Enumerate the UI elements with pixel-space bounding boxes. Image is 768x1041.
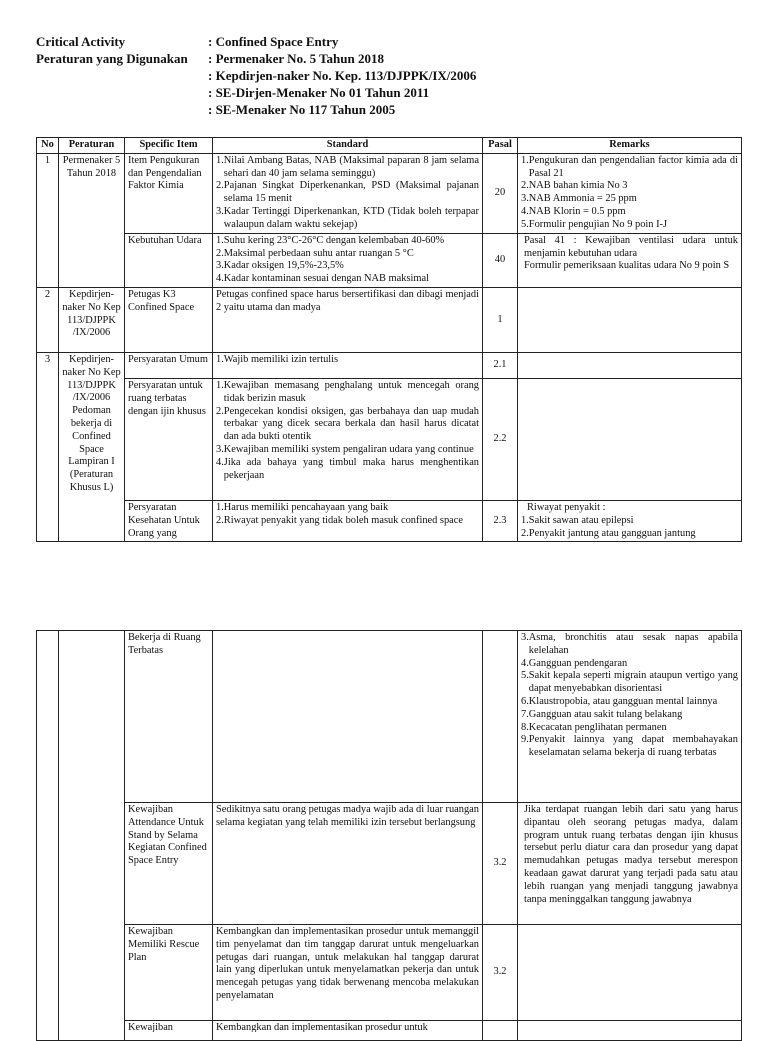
list-item: 2. Pengecekan kondisi oksigen, gas berbahaya dan uap mudah terbakar yang dicek secara berkala dan hasil harus dicatat dan ada bukti otentik — [216, 405, 479, 443]
document-header — [36, 33, 476, 118]
list-item: 1. Suhu kering 23°C-26°C dengan kelembaban 40-60% — [216, 234, 445, 246]
list-item: 1. Pengukuran dan pengendalian factor kimia ada di Pasal 21 — [521, 154, 738, 179]
list-item: 1. Harus memiliki pencahayaan yang baik — [216, 501, 389, 513]
list-item: 1. Sakit sawan atau epilepsi — [521, 514, 634, 526]
regulation-cell: Kepdirjen-naker No Kep 113/DJPPK /IX/2006 — [59, 287, 125, 352]
pasal-cell: 3.2 — [483, 803, 518, 925]
header-value: : SE-Menaker No 117 Tahun 2005 — [208, 102, 396, 117]
list-item: 3. Asma, bronchitis atau sesak napas apabila kelelahan — [521, 632, 738, 656]
column-header-standard: Standard — [213, 138, 483, 154]
list-item: 3. Kewajiban memiliki system pengaliran udara yang continue — [216, 443, 474, 455]
regulation-cell: Kepdirjen-naker No Kep 113/DJPPK /IX/2006 Pedoman bekerja di Confined Space Lampiran I (Peraturan Khusus L) — [59, 352, 125, 541]
column-header-specific-item: Specific Item — [125, 138, 213, 154]
column-header-remarks: Remarks — [518, 138, 742, 154]
pasal-cell — [483, 631, 518, 803]
standard-cell — [213, 631, 483, 803]
remarks-cell — [518, 233, 742, 287]
row-number: 2 — [37, 287, 59, 352]
row-number — [37, 631, 59, 1041]
table-row — [37, 803, 742, 925]
row-number: 1 — [37, 153, 59, 287]
list-item: 4. Jika ada bahaya yang timbul maka harus menghentikan pekerjaan — [216, 456, 479, 481]
list-item: 4. Gangguan pendengaran — [521, 657, 628, 669]
list-item: 3. Kadar oksigen 19,5%-23,5% — [216, 260, 344, 272]
pasal-cell: 2.1 — [483, 352, 518, 378]
table-row — [37, 352, 742, 378]
remark-text: Formulir pemeriksaan kualitas udara No 9 poin S — [524, 260, 730, 272]
standard-cell: Kembangkan dan implementasikan prosedur untuk memanggil tim penyelamat dan tim tanggap darurat untuk mengeluarkan petugas dari ruangan, untuk melakukan hal tanggap darurat lain yang diperlukan untuk menyelamatkan pekerja dan untuk mencegah petugas yang tidak berwenang mencoba melakukan penyelamatan — [213, 925, 483, 1021]
list-item: 2. NAB bahan kimia No 3 — [521, 180, 628, 192]
list-item: 6. Klaustropobia, atau gangguan mental lainnya — [521, 695, 718, 707]
specific-item-cell: Kewajiban Memiliki Rescue Plan — [125, 925, 213, 1021]
table-row — [37, 631, 742, 803]
remarks-cell — [518, 153, 742, 233]
header-value: : SE-Dirjen-Menaker No 01 Tahun 2011 — [208, 85, 430, 100]
pasal-cell: 3.2 — [483, 925, 518, 1021]
column-header-peraturan: Peraturan — [59, 138, 125, 154]
header-row — [36, 50, 476, 67]
regulation-table-continued — [36, 630, 742, 1041]
standard-cell — [213, 378, 483, 500]
header-label — [36, 67, 208, 84]
remarks-cell: Jika terdapat ruangan lebih dari satu yang harus dipantau oleh seorang petugas madya, dalam program untuk ruang terbatas dengan ijin khusus tersebut perlu diatur cara dan prosedur yang dapat memudahkan petugas madya tersebut merespon keadaan gawat darurat yang terjadi pada satu atau lebih ruangan yang menjadi tanggung jawabnya tanpa meninggalkan tanggung jawabnya — [518, 803, 742, 925]
specific-item-cell: Persyaratan Umum — [125, 352, 213, 378]
specific-item-cell: Persyaratan untuk ruang terbatas dengan ijin khusus — [125, 378, 213, 500]
pasal-cell: 1 — [483, 287, 518, 352]
list-item: 1. Wajib memiliki izin tertulis — [216, 353, 339, 365]
specific-item-cell: Kewajiban Attendance Untuk Stand by Selama Kegiatan Confined Space Entry — [125, 803, 213, 925]
specific-item-cell: Persyaratan Kesehatan Untuk Orang yang — [125, 500, 213, 541]
pasal-cell: 20 — [483, 153, 518, 233]
list-item: 1. Kewajiban memasang penghalang untuk mencegah orang tidak berizin masuk — [216, 379, 479, 404]
specific-item-cell: Bekerja di Ruang Terbatas — [125, 631, 213, 803]
header-row — [36, 33, 476, 50]
pasal-cell: 2.3 — [483, 500, 518, 541]
standard-cell — [213, 500, 483, 541]
table-row — [37, 233, 742, 287]
table-row — [37, 925, 742, 1021]
header-label: Critical Activity — [36, 34, 126, 49]
row-number: 3 — [37, 352, 59, 541]
table-header-row — [37, 138, 742, 154]
list-item: 2. Penyakit jantung atau gangguan jantung — [521, 527, 696, 539]
table-row — [37, 378, 742, 500]
remarks-cell — [518, 925, 742, 1021]
list-item: 7. Gangguan atau sakit tulang belakang — [521, 708, 683, 720]
standard-cell — [213, 153, 483, 233]
remarks-cell — [518, 352, 742, 378]
header-value: : Permenaker No. 5 Tahun 2018 — [208, 51, 384, 66]
header-label — [36, 101, 208, 118]
list-item: 4. NAB Klorin = 0.5 ppm — [521, 205, 626, 217]
remarks-cell — [518, 500, 742, 541]
list-item: 1. Nilai Ambang Batas, NAB (Maksimal paparan 8 jam selama sehari dan 40 jam selama seminggu) — [216, 154, 479, 179]
list-item: 5. Sakit kepala seperti migrain ataupun vertigo yang dapat menyebabkan disorientasi — [521, 670, 738, 695]
remarks-cell — [518, 378, 742, 500]
table-row — [37, 153, 742, 233]
list-item: 3. Kadar Tertinggi Diperkenankan, KTD (Tidak boleh terpapar walaupun dalam waktu sekejap) — [216, 205, 479, 230]
specific-item-cell: Item Pengukuran dan Pengendalian Faktor Kimia — [125, 153, 213, 233]
list-item: 2. Riwayat penyakit yang tidak boleh masuk confined space — [216, 514, 463, 526]
list-item: 4. Kadar kontaminan sesuai dengan NAB maksimal — [216, 273, 429, 285]
list-item: 2. Maksimal perbedaan suhu antar ruangan 5 °C — [216, 247, 414, 259]
remarks-cell — [518, 287, 742, 352]
header-value: : Confined Space Entry — [208, 34, 339, 49]
standard-cell: Kembangkan dan implementasikan prosedur untuk — [213, 1021, 483, 1041]
specific-item-cell: Petugas K3 Confined Space — [125, 287, 213, 352]
standard-cell: Petugas confined space harus bersertifikasi dan dibagi menjadi 2 yaitu utama dan madya — [213, 287, 483, 352]
standard-cell — [213, 352, 483, 378]
column-header-pasal: Pasal — [483, 138, 518, 154]
list-item: 2. Pajanan Singkat Diperkenankan, PSD (Maksimal pajanan selama 15 menit — [216, 180, 479, 205]
header-label — [36, 84, 208, 101]
header-label: Peraturan yang Digunakan — [36, 51, 188, 66]
header-row — [36, 101, 476, 118]
column-header-no: No — [37, 138, 59, 154]
list-item: 5. Formulir pengujian No 9 poin I-J — [521, 218, 668, 230]
list-item: 9. Penyakit lainnya yang dapat membahayakan keselamatan selama bekerja di ruang terbatas — [521, 734, 738, 759]
header-row — [36, 67, 476, 84]
remark-title: Riwayat penyakit : — [527, 501, 606, 513]
remark-text: Pasal 41 : Kewajiban ventilasi udara untuk menjamin kebutuhan udara — [524, 234, 738, 259]
specific-item-cell: Kewajiban — [125, 1021, 213, 1041]
header-row — [36, 84, 476, 101]
regulation-cell: Permenaker 5 Tahun 2018 — [59, 153, 125, 287]
pasal-cell: 2.2 — [483, 378, 518, 500]
remarks-cell — [518, 631, 742, 803]
regulation-cell — [59, 631, 125, 1041]
list-item: 8. Kecacatan penglihatan permanen — [521, 721, 667, 733]
pasal-cell: 40 — [483, 233, 518, 287]
list-item: 3. NAB Ammonia = 25 ppm — [521, 193, 637, 205]
header-value: : Kepdirjen-naker No. Kep. 113/DJPPK/IX/2006 — [208, 68, 477, 83]
table-row — [37, 500, 742, 541]
standard-cell — [213, 233, 483, 287]
regulation-table — [36, 137, 742, 542]
table-row — [37, 287, 742, 352]
specific-item-cell: Kebutuhan Udara — [125, 233, 213, 287]
standard-cell: Sedikitnya satu orang petugas madya wajib ada di luar ruangan selama kegiatan yang telah memiliki izin tersebut berlangsung — [213, 803, 483, 925]
